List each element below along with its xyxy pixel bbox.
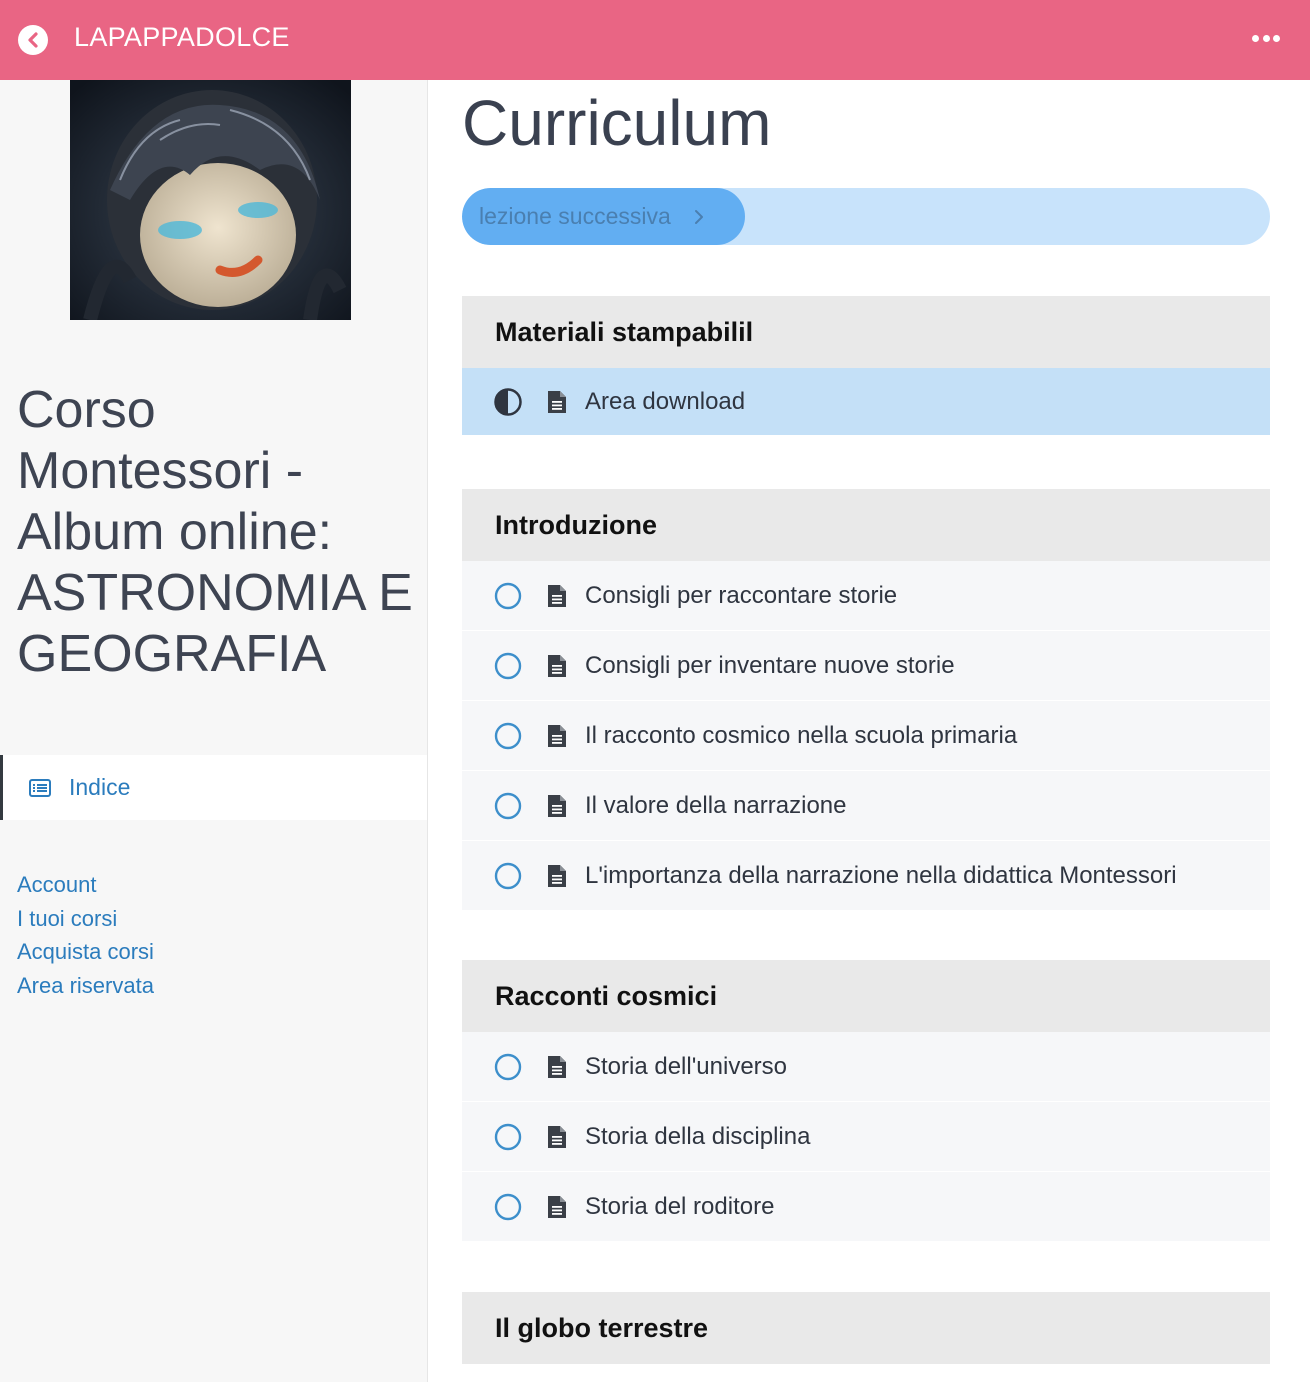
list-icon: [29, 779, 51, 797]
lesson-title: Il racconto cosmico nella scuola primaria: [585, 721, 1018, 749]
sidebar: [0, 80, 428, 1382]
lesson-item[interactable]: [462, 771, 1270, 841]
back-button[interactable]: [18, 25, 48, 55]
ellipsis-icon: [1252, 35, 1259, 42]
lesson-title: L'importanza della narrazione nella didattica Montessori: [585, 861, 1177, 889]
half-circle-icon: [493, 387, 523, 417]
section-title: Racconti cosmici: [462, 960, 1270, 1032]
account-links: [17, 868, 154, 1002]
more-menu-button[interactable]: [1252, 30, 1280, 46]
lesson-item[interactable]: [462, 368, 1270, 436]
page-title: Curriculum: [462, 87, 772, 159]
lesson-title: Area download: [585, 387, 746, 415]
document-icon: [547, 1055, 567, 1079]
circle-outline-icon: [493, 1052, 523, 1082]
next-lesson-label: lezione successiva: [479, 203, 671, 229]
account-link[interactable]: Account: [17, 872, 97, 897]
document-icon: [547, 1195, 567, 1219]
lesson-title: Consigli per raccontare storie: [585, 581, 898, 609]
lesson-title: Consigli per inventare nuove storie: [585, 651, 955, 679]
lesson-item[interactable]: [462, 1102, 1270, 1172]
course-cover-image: [70, 80, 351, 320]
chevron-left-icon: [26, 32, 40, 48]
lesson-title: Il valore della narrazione: [585, 791, 847, 819]
sidebar-item-label: Indice: [69, 774, 131, 800]
document-icon: [547, 794, 567, 818]
lesson-item[interactable]: [462, 1172, 1270, 1242]
reserved-area-link[interactable]: Area riservata: [17, 972, 154, 998]
circle-outline-icon: [493, 581, 523, 611]
curriculum-section: [462, 960, 1270, 1242]
lesson-item[interactable]: [462, 701, 1270, 771]
lesson-item[interactable]: [462, 1032, 1270, 1102]
section-title: Il globo terrestre: [462, 1292, 1270, 1364]
lesson-title: Storia del roditore: [585, 1192, 775, 1220]
chevron-right-icon: [693, 208, 705, 226]
lesson-item[interactable]: [462, 561, 1270, 631]
curriculum-section: [462, 489, 1270, 911]
curriculum-section: [462, 1292, 1270, 1364]
document-icon: [547, 390, 567, 414]
document-icon: [547, 724, 567, 748]
course-title: Corso Montessori - Album online: ASTRONOMIA E GEOGRAFIA: [17, 381, 413, 683]
brand-title[interactable]: LAPAPPADOLCE: [74, 22, 290, 52]
circle-outline-icon: [493, 651, 523, 681]
sidebar-item-indice[interactable]: [0, 755, 427, 820]
circle-outline-icon: [493, 791, 523, 821]
circle-outline-icon: [493, 1122, 523, 1152]
buy-courses-link[interactable]: Acquista corsi: [17, 939, 154, 965]
my-courses-link[interactable]: I tuoi corsi: [17, 905, 118, 931]
document-icon: [547, 584, 567, 608]
curriculum-section: [462, 296, 1270, 436]
top-bar: [0, 0, 1310, 80]
lesson-title: Storia dell'universo: [585, 1052, 788, 1080]
document-icon: [547, 654, 567, 678]
document-icon: [547, 1125, 567, 1149]
lesson-item[interactable]: [462, 841, 1270, 911]
circle-outline-icon: [493, 721, 523, 751]
circle-outline-icon: [493, 861, 523, 891]
section-title: Materiali stampabilil: [462, 296, 1270, 368]
next-lesson-button[interactable]: [462, 188, 705, 245]
lesson-title: Storia della disciplina: [585, 1122, 811, 1150]
section-title: Introduzione: [462, 489, 1270, 561]
document-icon: [547, 864, 567, 888]
circle-outline-icon: [493, 1192, 523, 1222]
lesson-item[interactable]: [462, 631, 1270, 701]
